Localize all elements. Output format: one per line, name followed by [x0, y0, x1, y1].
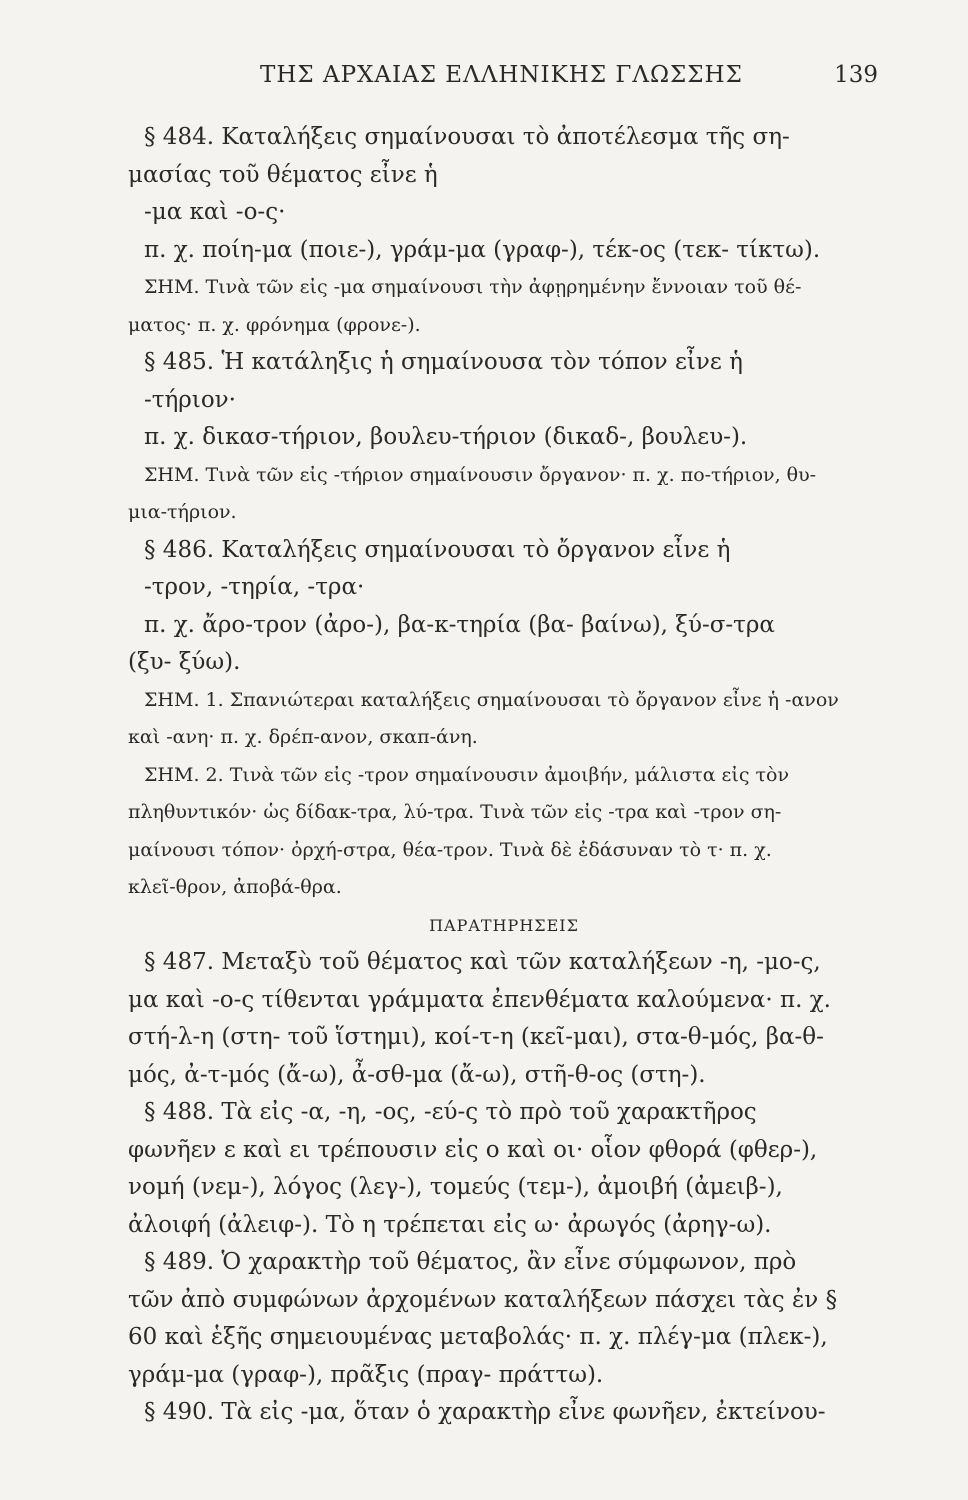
paragraph-489-line: τῶν ἀπὸ συμφώνων ἀρχομένων καταλήξεων πάσχει τὰς ἐν §: [128, 1286, 838, 1313]
paragraph-488-line: ἀλοιφή (ἀλειφ-). Τὸ η τρέπεται εἰς ω· ἀρωγός (ἀρηγ-ω).: [128, 1211, 772, 1238]
paragraph-485-line: § 485. Ἡ κατάληξις ἡ σημαίνουσα τὸν τόπον εἶνε ἡ: [144, 349, 743, 375]
body-text: [128, 119, 880, 1432]
paragraph-488-line: φωνῆεν ε καὶ ει τρέπουσιν εἰς ο καὶ οι· οἷον φθορά (φθερ-),: [128, 1136, 818, 1163]
paragraph-486-example: (ξυ- ξύω).: [128, 649, 241, 675]
note-line: ΣΗΜ. 1. Σπανιώτεραι καταλήξεις σημαίνουσαι τὸ ὄργανον εἶνε ἡ -ανον: [144, 688, 839, 711]
paragraph-484-example: π. χ. ποίη-μα (ποιε-), γράμ-μα (γραφ-), τέκ-ος (τεκ- τίκτω).: [144, 236, 821, 263]
paragraph-484-line: μασίας τοῦ θέματος εἶνε ἡ: [128, 161, 438, 188]
paragraph-488-line: νομή (νεμ-), λόγος (λεγ-), τομεύς (τεμ-), ἀμοιβή (ἀμειβ-),: [128, 1174, 783, 1200]
paragraph-484-line: § 484. Καταλήξεις σημαίνουσαι τὸ ἀποτέλεσμα τῆς ση-: [144, 124, 790, 150]
paragraph-486-example: π. χ. ἄρο-τρον (ἀρο-), βα-κ-τηρία (βα- βαίνω), ξύ-σ-τρα: [144, 611, 775, 638]
note-line: καὶ -ανη· π. χ. δρέπ-ανον, σκαπ-άνη.: [128, 726, 478, 748]
paragraph-486-line: § 486. Καταλήξεις σημαίνουσαι τὸ ὄργανον εἶνε ἡ: [144, 536, 731, 563]
note-line: ΣΗΜ. Τινὰ τῶν εἰς -μα σημαίνουσι τὴν ἀφῃρημένην ἔννοιαν τοῦ θέ-: [144, 276, 802, 298]
note-line: κλεῖ-θρον, ἀποβά-θρα.: [128, 876, 342, 898]
note-line: ΣΗΜ. 2. Τινὰ τῶν εἰς -τρον σημαίνουσιν ἀμοιβήν, μάλιστα εἰς τὸν: [144, 763, 790, 786]
note-line: πληθυντικόν· ὡς δίδακ-τρα, λύ-τρα. Τινὰ τῶν εἰς -τρα καὶ -τρον ση-: [128, 801, 782, 823]
paragraph-485-line: -τήριον·: [144, 386, 236, 413]
paragraph-489-line: 60 καὶ ἑξῆς σημειουμένας μεταβολάς· π. χ. πλέγ-μα (πλεκ-),: [128, 1324, 828, 1350]
paragraph-486-line: -τρον, -τηρία, -τρα·: [144, 574, 365, 600]
paragraph-487-line: § 487. Μεταξὺ τοῦ θέματος καὶ τῶν καταλήξεων -η, -μο-ς,: [144, 949, 821, 975]
paragraph-489-line: γράμ-μα (γραφ-), πρᾶξις (πραγ- πράττω).: [128, 1361, 604, 1388]
note-line: μαίνουσι τόπον· ὀρχή-στρα, θέα-τρον. Τινὰ δὲ ἐδάσυναν τὸ τ· π. χ.: [128, 838, 772, 861]
paragraph-489-line: § 489. Ὁ χαρακτὴρ τοῦ θέματος, ἂν εἶνε σύμφωνον, πρὸ: [144, 1249, 797, 1275]
paragraph-484-line: -μα καὶ -ο-ς·: [144, 199, 286, 225]
paragraph-487-line: μός, ἀ-τ-μός (ἄ-ω), ἆ-σθ-μα (ἄ-ω), στῆ-θ-ος (στη-).: [128, 1061, 706, 1088]
running-title: ΤΗΣ ΑΡΧΑΙΑΣ ΕΛΛΗΝΙΚΗΣ ΓΛΩΣΣΗΣ: [260, 62, 743, 88]
note-line: ματος· π. χ. φρόνημα (φρονε-).: [128, 313, 421, 336]
note-line: ΣΗΜ. Τινὰ τῶν εἰς -τήριον σημαίνουσιν ὄργανον· π. χ. πο-τήριον, θυ-: [144, 463, 817, 486]
page-header: [130, 62, 878, 98]
paragraph-485-example: π. χ. δικασ-τήριον, βουλευ-τήριον (δικαδ-, βουλευ-).: [144, 424, 748, 450]
paragraph-488-line: § 488. Τὰ εἰς -α, -η, -ος, -εύ-ς τὸ πρὸ τοῦ χαρακτῆρος: [144, 1099, 757, 1125]
paragraph-487-line: μα καὶ -ο-ς τίθενται γράμματα ἐπενθέματα καλούμενα· π. χ.: [128, 986, 831, 1013]
page-number: 139: [834, 62, 878, 88]
paragraph-487-line: στή-λ-η (στη- τοῦ ἵστημι), κοί-τ-η (κεῖ-μαι), στα-θ-μός, βα-θ-: [128, 1024, 824, 1050]
note-line: μια-τήριον.: [128, 501, 237, 523]
paragraph-490-line: § 490. Τὰ εἰς -μα, ὅταν ὁ χαρακτὴρ εἶνε φωνῆεν, ἐκτείνου-: [144, 1399, 826, 1425]
section-heading: ΠΑΡΑΤΗΡΗΣΕΙΣ: [429, 915, 579, 935]
